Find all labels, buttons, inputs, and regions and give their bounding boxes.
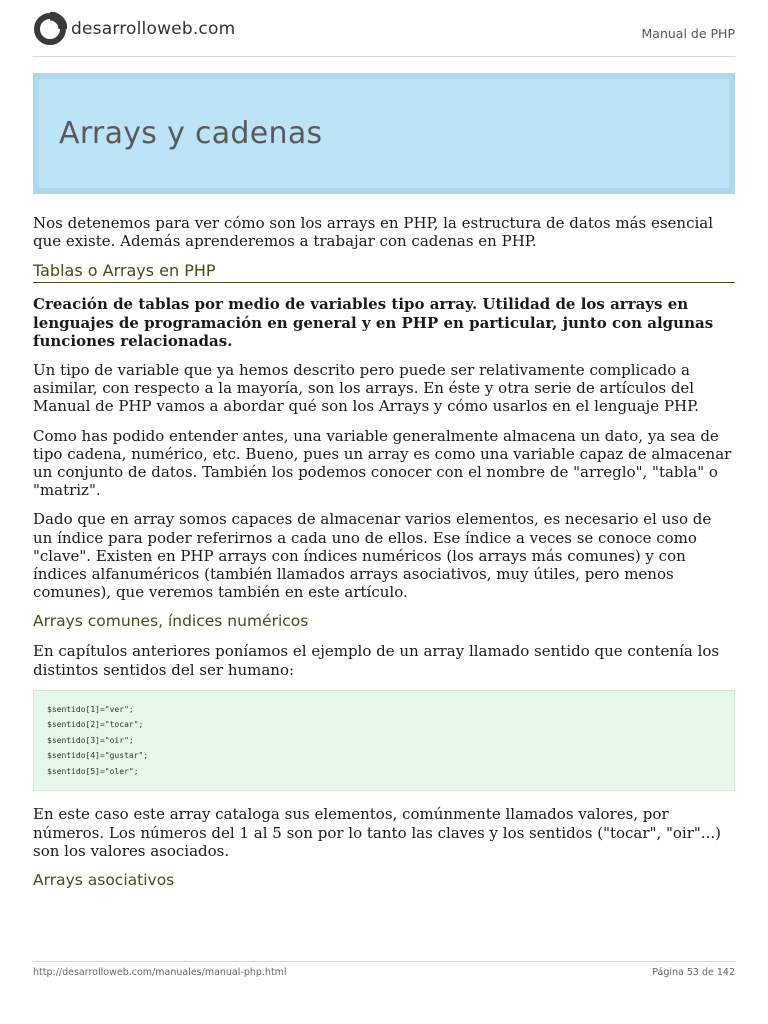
subsection-heading-asociativos: Arrays asociativos — [33, 870, 175, 889]
page-header — [33, 10, 735, 57]
page-title: Arrays y cadenas — [59, 116, 323, 151]
code-line: $sentido[2]="tocar"; — [47, 720, 144, 730]
intro-paragraph: Nos detenemos para ver cómo son los arrays en PHP, la estructura de datos más esencial que existe. Además aprenderemos a trabajar con cadenas en PHP. — [33, 214, 714, 251]
site-logo[interactable] — [33, 11, 235, 47]
manual-name: Manual de PHP — [641, 26, 735, 41]
subsection-heading-comunes: Arrays comunes, índices numéricos — [33, 612, 309, 631]
code-line: $sentido[5]="oler"; — [47, 766, 139, 776]
title-banner — [33, 73, 735, 194]
paragraph: En este caso este array cataloga sus elementos, comúnmente llamados valores, por números. Los números del 1 al 5 son por lo tanto las claves y los sentidos ("tocar", "oir"...) son los valores asociados. — [33, 805, 721, 860]
footer-url-link[interactable]: http://desarrolloweb.com/manuales/manual-php.html — [33, 967, 287, 978]
paragraph: Un tipo de variable que ya hemos descrito pero puede ser relativamente complicado a asimilar, con respecto a la mayoría, son los arrays. En éste y otra serie de artículos del Manual de PHP vamos a abordar qué son los Arrays y cómo usarlos en el lenguaje PHP. — [33, 361, 699, 416]
article-body — [33, 214, 735, 901]
code-line: $sentido[1]="ver"; — [47, 704, 134, 714]
paragraph: Como has podido entender antes, una variable generalmente almacena un dato, ya sea de tipo cadena, numérico, etc. Bueno, pues un array es como una variable capaz de almacenar un conjunto de datos. También los podemos conocer con el nombre de "arreglo", "tabla" o "matriz". — [33, 426, 732, 500]
lead-paragraph: Creación de tablas por medio de variables tipo array. Utilidad de los arrays en lenguajes de programación en general y en PHP en particular, junto con algunas funciones relacionadas. — [33, 295, 714, 350]
section-heading-tablas: Tablas o Arrays en PHP — [33, 261, 735, 283]
logo-ring-icon — [33, 12, 67, 46]
code-line: $sentido[3]="oir"; — [47, 735, 134, 745]
paragraph: Dado que en array somos capaces de almacenar varios elementos, es necesario el uso de un índice para poder referirnos a cada uno de ellos. Ese índice a veces se conoce como "clave". Existen en PHP arrays con índices numéricos (los arrays más comunes) y con índices alfanuméricos (también llamados arrays asociativos, muy útiles, pero menos comunes), que veremos también en este artículo. — [33, 510, 712, 602]
logo-text: desarrolloweb.com — [71, 19, 236, 39]
page-number: Página 53 de 142 — [652, 967, 735, 978]
page-footer — [33, 961, 735, 978]
code-block — [33, 690, 735, 792]
paragraph: En capítulos anteriores poníamos el ejemplo de un array llamado sentido que contenía los distintos sentidos del ser humano: — [33, 642, 720, 679]
code-line: $sentido[4]="gustar"; — [47, 751, 149, 761]
